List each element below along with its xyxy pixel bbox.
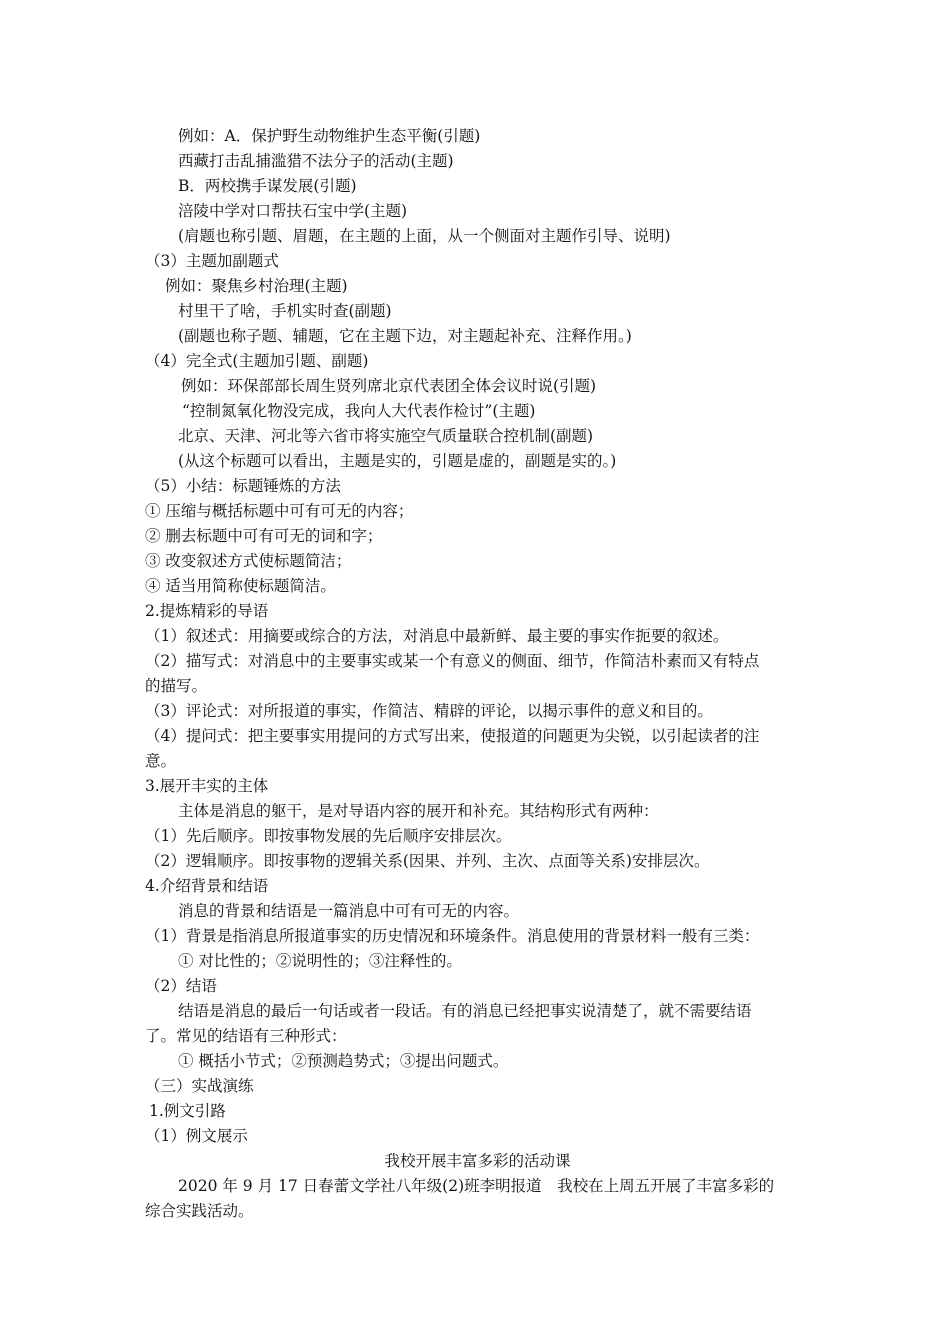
example-line: 村里干了啥，手机实时查(副题) <box>178 302 392 320</box>
paragraph-line: （1）叙述式：用摘要或综合的方法，对消息中最新鲜、最主要的事实作扼要的叙述。 <box>145 627 729 645</box>
example-line: 西藏打击乱捕滥猎不法分子的活动(主题) <box>178 152 454 170</box>
section-heading: （三）实战演练 <box>145 1077 254 1095</box>
example-line: “控制氮氧化物没完成，我向人大代表作检讨”(主题) <box>182 402 536 420</box>
paragraph-line: 结语是消息的最后一句话或者一段话。有的消息已经把事实说清楚了，就不需要结语 <box>178 1002 752 1020</box>
section-heading: （5）小结：标题锤炼的方法 <box>145 477 341 495</box>
example-line-b: B．两校携手谋发展(引题) <box>178 177 357 195</box>
paragraph-line: （4）提问式：把主要事实用提问的方式写出来，使报道的问题更为尖锐，以引起读者的注 <box>145 727 760 745</box>
example-line: 涪陵中学对口帮扶石宝中学(主题) <box>178 202 408 220</box>
article-title: 我校开展丰富多彩的活动课 <box>384 1152 571 1170</box>
section-heading: （4）完全式(主题加引题、副题) <box>145 352 369 370</box>
paragraph-line: ① 概括小节式；②预测趋势式；③提出问题式。 <box>178 1052 509 1070</box>
paragraph-line: 的描写。 <box>145 677 208 695</box>
paragraph-line: （2）逻辑顺序。即按事物的逻辑关系(因果、并列、主次、点面等关系)安排层次。 <box>145 852 710 870</box>
paragraph-line: 意。 <box>145 752 177 770</box>
section-heading: 3.展开丰实的主体 <box>145 777 269 795</box>
list-item: ① 压缩与概括标题中可有可无的内容； <box>145 502 414 520</box>
paragraph-line: 消息的背景和结语是一篇消息中可有可无的内容。 <box>178 902 520 920</box>
note-line: (副题也称子题、辅题，它在主题下边，对主题起补充、注释作用。) <box>178 327 632 345</box>
note-line: (从这个标题可以看出，主题是实的，引题是虚的，副题是实的。) <box>178 452 617 470</box>
section-heading: 1.例文引路 <box>149 1102 226 1120</box>
article-paragraph-line: 综合实践活动。 <box>145 1202 254 1220</box>
example-line: 北京、天津、河北等六省市将实施空气质量联合控机制(副题) <box>178 427 594 445</box>
example-line: 例如：环保部部长周生贤列席北京代表团全体会议时说(引题) <box>181 377 597 395</box>
list-item: ② 删去标题中可有可无的词和字； <box>145 527 383 545</box>
paragraph-line: （3）评论式：对所报道的事实，作简洁、精辟的评论，以揭示事件的意义和目的。 <box>145 702 713 720</box>
paragraph-line: （1）先后顺序。即按事物发展的先后顺序安排层次。 <box>145 827 512 845</box>
paragraph-line: ① 对比性的；②说明性的；③注释性的。 <box>178 952 462 970</box>
example-line-a: 例如：A．保护野生动物维护生态平衡(引题) <box>178 127 481 145</box>
paragraph-line: 了。常见的结语有三种形式： <box>145 1027 347 1045</box>
section-heading: 2.提炼精彩的导语 <box>145 602 269 620</box>
paragraph-line: 主体是消息的躯干，是对导语内容的展开和补充。其结构形式有两种： <box>178 802 659 820</box>
list-item: ③ 改变叙述方式使标题简洁； <box>145 552 352 570</box>
paragraph-line: （2）描写式：对消息中的主要事实或某一个有意义的侧面、细节，作简洁朴素而又有特点 <box>145 652 760 670</box>
example-line: 例如：聚焦乡村治理(主题) <box>165 277 348 295</box>
note-line: (肩题也称引题、眉题，在主题的上面，从一个侧面对主题作引导、说明) <box>178 227 671 245</box>
section-heading: （2）结语 <box>145 977 217 995</box>
paragraph-line: （1）背景是指消息所报道事实的历史情况和环境条件。消息使用的背景材料一般有三类： <box>145 927 760 945</box>
section-heading: （3）主题加副题式 <box>145 252 279 270</box>
list-item: ④ 适当用简称使标题简洁。 <box>145 577 336 595</box>
section-heading: 4.介绍背景和结语 <box>145 877 269 895</box>
article-paragraph-line: 2020 年 9 月 17 日春蕾文学社八年级(2)班李明报道 我校在上周五开展了丰富多彩的 <box>178 1177 775 1195</box>
section-heading: （1）例文展示 <box>145 1127 248 1145</box>
